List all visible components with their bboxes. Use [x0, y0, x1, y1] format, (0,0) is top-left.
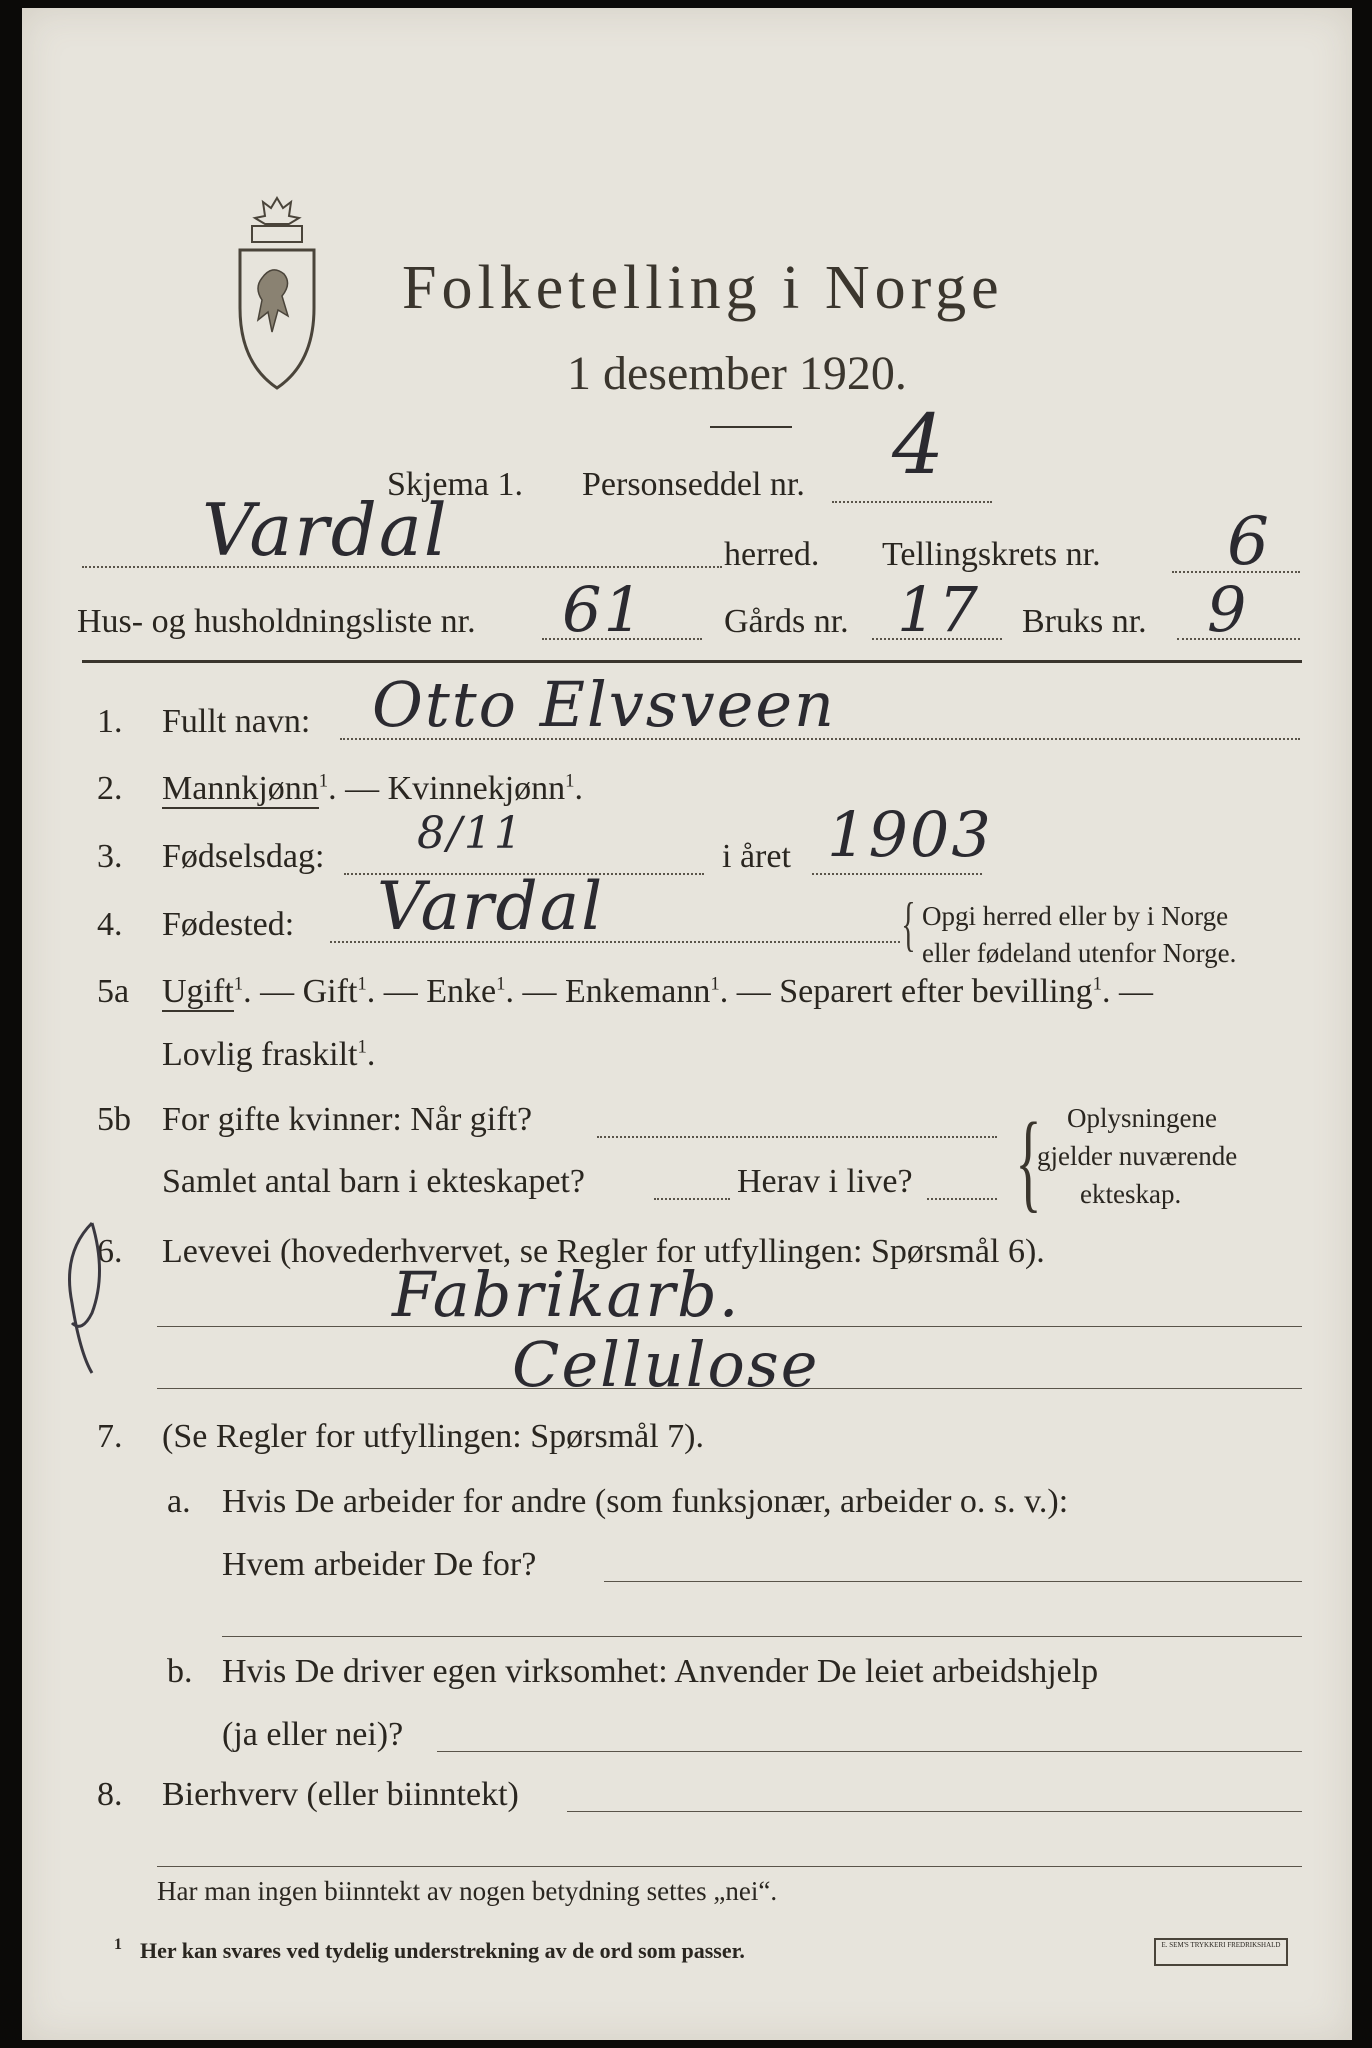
q3-year-value[interactable]: 1903	[827, 798, 993, 871]
q2-number: 2.	[97, 770, 123, 807]
q7-label: (Se Regler for utfyllingen: Spørsmål 7).	[162, 1418, 705, 1455]
q8-label: Bierhverv (eller biinntekt)	[162, 1776, 519, 1813]
q5b-note-line3: ekteskap.	[1080, 1179, 1182, 1209]
q5b-children-field-line	[654, 1198, 730, 1200]
q2-female-option[interactable]: Kvinnekjønn	[387, 770, 566, 807]
bruks-label: Bruks nr.	[1022, 603, 1147, 640]
q7a-label: Hvis De arbeider for andre (som funksjonær, arbeider o. s. v.):	[222, 1483, 1069, 1520]
q7b-label: Hvis De driver egen virksomhet: Anvender De leiet arbeidshjelp	[222, 1653, 1099, 1690]
q8-field-line-1	[567, 1811, 1302, 1812]
q5b-label1: For gifte kvinner: Når gift?	[162, 1101, 533, 1138]
q4-value[interactable]: Vardal	[377, 868, 605, 945]
skjema-label: Skjema 1.	[387, 466, 523, 503]
q2-male-option[interactable]: Mannkjønn	[162, 770, 319, 807]
q5b-label2: Samlet antal barn i ekteskapet?	[162, 1163, 585, 1200]
footnote-text: Her kan svares ved tydelig understrekning av de ord som passer.	[140, 1938, 745, 1963]
q4-note-brace: {	[901, 891, 916, 957]
personseddel-value[interactable]: 4	[892, 398, 947, 493]
q7b-number: b.	[167, 1653, 193, 1690]
q6-answer-1[interactable]: Fabrikarb.	[392, 1258, 741, 1331]
tellingskrets-value[interactable]: 6	[1227, 503, 1271, 580]
personseddel-field-line	[832, 501, 992, 503]
q7a-number: a.	[167, 1483, 191, 1520]
q1-label: Fullt navn:	[162, 703, 311, 740]
q4-label: Fødested:	[162, 906, 295, 943]
q5b-married-field-line	[597, 1136, 997, 1138]
q3-year-label: i året	[722, 838, 791, 875]
q7b-sub: (ja eller nei)?	[222, 1716, 404, 1753]
husholdning-label: Hus- og husholdningsliste nr.	[77, 603, 476, 640]
q1-value[interactable]: Otto Elvsveen	[372, 668, 836, 741]
q4-note-line1: Opgi herred eller by i Norge	[922, 901, 1229, 931]
q5a-number: 5a	[97, 973, 130, 1010]
q7a-sub: Hvem arbeider De for?	[222, 1546, 537, 1583]
q7-number: 7.	[97, 1418, 123, 1455]
q5b-alive-field-line	[927, 1198, 997, 1200]
q3-number: 3.	[97, 838, 123, 875]
q7a-field-line-1	[604, 1581, 1302, 1582]
q3-label: Fødselsdag:	[162, 838, 325, 875]
q5b-number: 5b	[97, 1101, 131, 1138]
q7b-field-line	[437, 1751, 1302, 1752]
q4-number: 4.	[97, 906, 123, 943]
q6-margin-mark	[52, 1213, 112, 1383]
q3-day-value[interactable]: 8/11	[417, 808, 524, 859]
gards-label: Gårds nr.	[724, 603, 849, 640]
q5a-option-enkemann[interactable]: Enkemann	[564, 973, 711, 1010]
section-divider	[82, 660, 1302, 663]
q8-field-line-2	[157, 1866, 1302, 1867]
q5b-label3: Herav i live?	[737, 1163, 913, 1200]
husholdning-value[interactable]: 61	[562, 573, 645, 646]
form-title: Folketelling i Norge	[402, 254, 1004, 322]
q3-year-field-line	[812, 873, 982, 875]
gards-value[interactable]: 17	[897, 573, 980, 646]
q2-options: Mannkjønn$^1$. — Kvinnekjønn$^1$.	[162, 770, 584, 807]
bruks-value[interactable]: 9	[1207, 573, 1249, 646]
tellingskrets-label: Tellingskrets nr.	[882, 536, 1101, 573]
q6-label: Levevei (hovederhvervet, se Regler for utfyllingen: Spørsmål 6).	[162, 1233, 1045, 1270]
title-divider	[710, 426, 792, 428]
q5b-note-brace: {	[1015, 1100, 1042, 1222]
q4-note-line2: eller fødeland utenfor Norge.	[922, 938, 1237, 968]
coat-of-arms-icon	[232, 188, 322, 393]
q5b-note-line2: gjelder nuværende	[1037, 1141, 1238, 1171]
q8-number: 8.	[97, 1776, 123, 1813]
q6-number: 6.	[97, 1233, 123, 1270]
q7a-field-line-2	[222, 1636, 1302, 1637]
personseddel-label: Personseddel nr.	[582, 466, 805, 503]
q5a-line2: Lovlig fraskilt$^1$.	[162, 1036, 376, 1073]
q5a-option-fraskilt[interactable]: Lovlig fraskilt	[162, 1036, 358, 1073]
printer-stamp: E. SEM'S TRYKKERI FREDRIKSHALD	[1154, 1938, 1288, 1966]
q5a-option-ugift[interactable]: Ugift	[162, 973, 234, 1010]
q5a-option-gift[interactable]: Gift	[302, 973, 358, 1010]
herred-value[interactable]: Vardal	[202, 488, 449, 572]
footnote-mark: 1	[114, 1936, 122, 1953]
q5b-note-line1: Oplysningene	[1067, 1103, 1217, 1133]
q5a-option-separert[interactable]: Separert efter bevilling	[779, 973, 1093, 1010]
q5a-option-enke[interactable]: Enke	[426, 973, 497, 1010]
footer-note: Har man ingen biinntekt av nogen betydning settes „nei“.	[157, 1876, 778, 1906]
form-date: 1 desember 1920.	[567, 347, 907, 400]
q5a-options: Ugift$^1$. — Gift$^1$. — Enke$^1$. — Enkemann$^1$. — Separert efter bevilling$^1$. —	[162, 973, 1153, 1010]
census-form-sheet	[22, 8, 1352, 2040]
q6-answer-2[interactable]: Cellulose	[512, 1328, 820, 1401]
q1-number: 1.	[97, 703, 123, 740]
herred-label: herred.	[724, 536, 820, 573]
